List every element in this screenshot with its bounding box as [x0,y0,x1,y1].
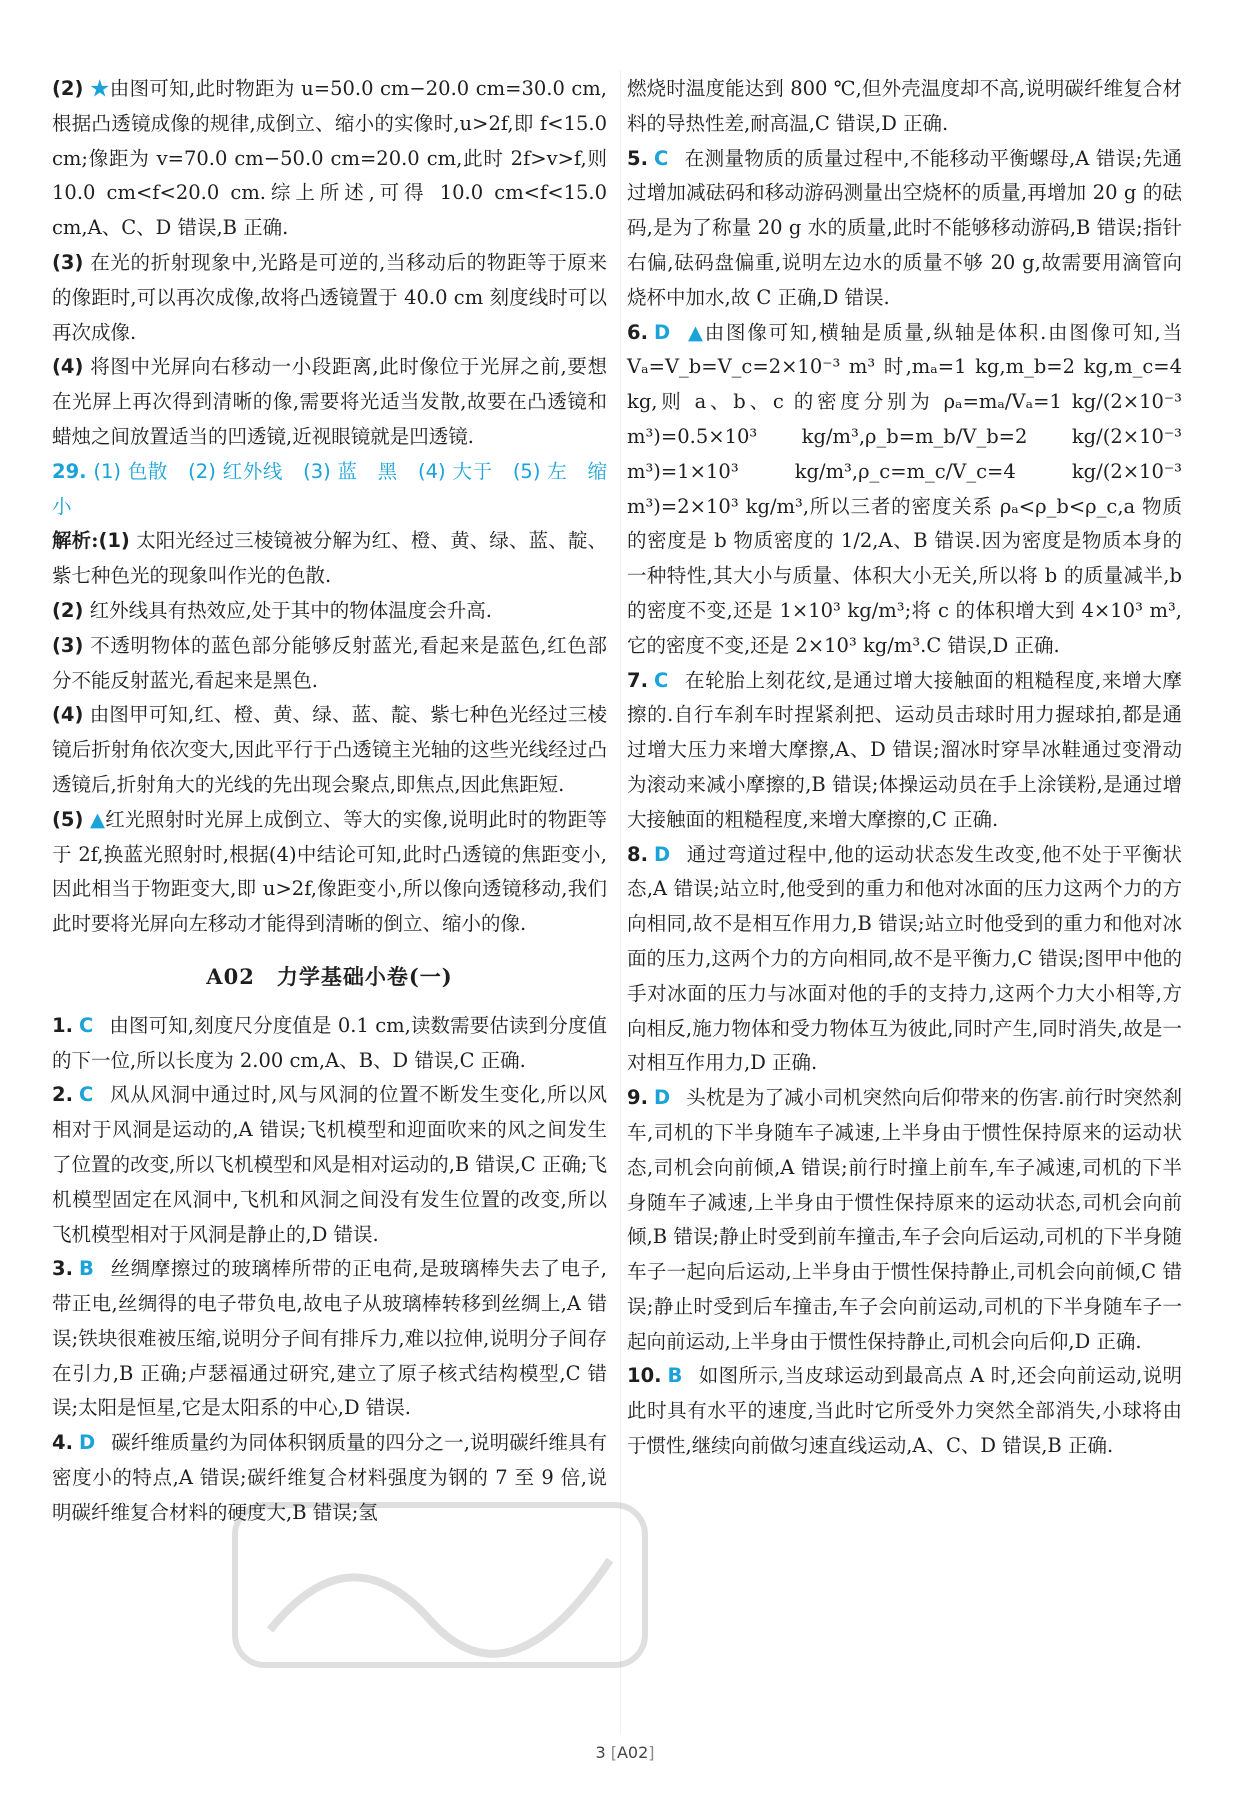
solution-paragraph: (3) 在光的折射现象中,光路是可逆的,当移动后的物距等于原来的像距时,可以再次成像,故将凸透镜置于 40.0 cm 刻度线时可以再次成像. [52,250,607,344]
question-answer: 5. C 在测量物质的质量过程中,不能移动平衡螺母,A 错误;先通过增加减砝码和移动游码测量出空烧杯的质量,再增加 20 g 的砝码,是为了称量 20 g 水的质量,此时不能够移动游码,B 错误;指针右偏,砝码盘偏重,说明左边水的质量不够 20 g,故需要用滴管向烧杯中加水,故 C 正确,D 错误. [627,146,1182,309]
question-answer: 7. C 在轮胎上刻花纹,是通过增大接触面的粗糙程度,来增大摩擦的.自行车刹车时捏紧刹把、运动员击球时用力握球拍,都是通过增大压力来增大摩擦,A、D 错误;溜冰时穿旱冰鞋通过变滑动为滚动来减小摩擦的,B 错误;体操运动员在手上涂镁粉,是通过增大接触面的粗糙程度,来增大摩擦的,C 正确. [627,668,1182,831]
watermark-image [230,1500,650,1670]
question-answer: 8. D 通过弯道过程中,他的运动状态发生改变,他不处于平衡状态,A 错误;站立时,他受到的重力和他对冰面的压力这两个力的方向相同,故不是相互作用力,B 错误;站立时他受到的重力和他对冰面的压力,这两个力的方向相同,故不是平衡力,C 错误;图甲中他的手对冰面的压力与冰面对他的手的支持力,这两个力大小相等,方向相反,施力物体和受力物体互为彼此,同时产生,同时消失,故是一对相互作用力,D 正确. [627,842,1182,1075]
analysis-paragraph: (3) 不透明物体的蓝色部分能够反射蓝光,看起来是蓝色,红色部分不能反射蓝光,看起来是黑色. [52,633,607,692]
right-column [627,72,1182,1464]
analysis-paragraph: (2) 红外线具有热效应,处于其中的物体温度会升高. [52,598,493,622]
page-number: 3 [595,1743,606,1762]
page-footer: 3 [A02] [595,1743,655,1762]
left-column [52,72,607,1531]
triangle-icon: ▲ [686,320,705,344]
page-tag: A02 [616,1743,649,1762]
question-answer: 3. B 丝绸摩擦过的玻璃棒所带的正电荷,是玻璃棒失去了电子,带正电,丝绸得的电子带负电,故电子从玻璃棒转移到丝绸上,A 错误;铁块很难被压缩,说明分子间有排斥力,难以拉伸,说明分子间存在引力,B 正确;卢瑟福通过研究,建立了原子核式结构模型,C 错误;太阳是恒星,它是太阳系的中心,D 错误. [52,1257,607,1420]
continued-text: 燃烧时温度能达到 800 ℃,但外壳温度却不高,说明碳纤维复合材料的导热性差,耐高温,C 错误,D 正确. [627,77,1182,135]
column-divider [620,70,621,1735]
analysis-paragraph: (4) 由图甲可知,红、橙、黄、绿、蓝、靛、紫七种色光经过三棱镜后折射角依次变大,因此平行于凸透镜主光轴的这些光线经过凸透镜后,折射角大的光线的先出现会聚点,即焦点,因此焦距短. [52,703,607,796]
question-answer: 6. D ▲由图像可知,横轴是质量,纵轴是体积.由图像可知,当 Vₐ=V_b=V_c=2×10⁻³ m³ 时,mₐ=1 kg,m_b=2 kg,m_c=4 kg,则 a、b、c 的密度分别为 ρₐ=mₐ/Vₐ=1 kg/(2×10⁻³ m³)=0.5×10³ kg/m³,ρ_b=m_b/V_b=2 kg/(2×10⁻³ m³)=1×10³ kg/m³,ρ_c=m_c/V_c=4 kg/(2×10⁻³ m³)=2×10³ kg/m³,所以三者的密度关系 ρₐ<ρ_b<ρ_c,a 物质的密度是 b 物质密度的 1/2,A、B 错误.因为密度是物质本身的一种特性,其大小与质量、体积大小无关,所以将 b 的质量减半,b 的密度不变,还是 1×10³ kg/m³;将 c 的体积增大到 4×10³ m³,它的密度不变,还是 2×10³ kg/m³.C 错误,D 正确. [627,320,1182,657]
triangle-icon: ▲ [89,807,106,831]
analysis-paragraph: 解析:(1) 太阳光经过三棱镜被分解为红、橙、黄、绿、蓝、靛、紫七种色光的现象叫作光的色散. [52,529,607,588]
answer-letter: D [78,1431,96,1455]
star-icon: ★ [89,77,110,100]
answer-letter: D [653,320,671,344]
solution-paragraph: (4) 将图中光屏向右移动一小段距离,此时像位于光屏之前,要想在光屏上再次得到清晰的像,需要将光适当发散,故要在凸透镜和蜡烛之间放置适当的凹透镜,近视眼镜就是凹透镜. [52,355,607,448]
answer-letter: B [667,1364,683,1388]
answer-letter: D [653,842,671,866]
answer-line: 29. (1) 色散 (2) 红外线 (3) 蓝 黑 (4) 大于 (5) 左 缩小 [52,459,607,518]
question-answer: 4. D 碳纤维质量约为同体积钢质量的四分之一,说明碳纤维具有密度小的特点,A 错误;碳纤维复合材料强度为钢的 7 至 9 倍,说明碳纤维复合材料的硬度大,B 错误;氢 [52,1431,607,1524]
answer-letter: C [78,1013,94,1037]
answer-letter: D [653,1086,671,1110]
question-answer: 2. C 风从风洞中通过时,风与风洞的位置不断发生变化,所以风相对于风洞是运动的,A 错误;飞机模型和迎面吹来的风之间发生了位置的改变,所以飞机模型和风是相对运动的,B 错误,C 正确;飞机模型固定在风洞中,飞机和风洞之间没有发生位置的改变,所以飞机模型相对于风洞是静止的,D 错误. [52,1083,607,1246]
answer-letter: C [78,1083,94,1107]
answer-letter: C [653,668,669,692]
question-answer: 1. C 由图可知,刻度尺分度值是 0.1 cm,读数需要估读到分度值的下一位,所以长度为 2.00 cm,A、B、D 错误,C 正确. [52,1013,607,1072]
answer-letter: C [653,146,669,170]
answer-letter: B [78,1257,94,1281]
solution-paragraph: (2) ★由图可知,此时物距为 u=50.0 cm−20.0 cm=30.0 cm,根据凸透镜成像的规律,成倒立、缩小的实像时,u>2f,即 f<15.0 cm;像距为 v=70.0 cm−50.0 cm=20.0 cm,此时 2f>v>f,则 10.0 cm<f<20.0 cm.综上所述,可得 10.0 cm<f<15.0 cm,A、C、D 错误,B 正确. [52,77,607,240]
question-answer: 9. D 头枕是为了减小司机突然向后仰带来的伤害.前行时突然刹车,司机的下半身随车子减速,上半身由于惯性保持原来的运动状态,司机会向前倾,A 错误;前行时撞上前车,车子减速,司机的下半身随车子减速,上半身由于惯性保持原来的运动状态,司机会向前倾,B 错误;静止时受到前车撞击,车子会向后运动,司机的下半身随车子一起向后运动,上半身由于惯性保持静止,司机会向前倾,C 错误;静止时受到后车撞击,车子会向前运动,司机的下半身随车子一起向前运动,上半身由于惯性保持静止,司机会向后仰,D 正确. [627,1086,1182,1353]
section-title: A02 力学基础小卷(一) [206,963,453,989]
analysis-paragraph: (5) ▲红光照射时光屏上成倒立、等大的实像,说明此时的物距等于 2f,换蓝光照射时,根据(4)中结论可知,此时凸透镜的焦距变小,因此相当于物距变大,即 u>2f,像距变小,所以像向透镜移动,我们此时要将光屏向左移动才能得到清晰的倒立、缩小的像. [52,807,608,936]
question-answer: 10. B 如图所示,当皮球运动到最高点 A 时,还会向前运动,说明此时具有水平的速度,当此时它所受外力突然全部消失,小球将由于惯性,继续向前做匀速直线运动,A、C、D 错误,B 正确. [627,1364,1182,1458]
